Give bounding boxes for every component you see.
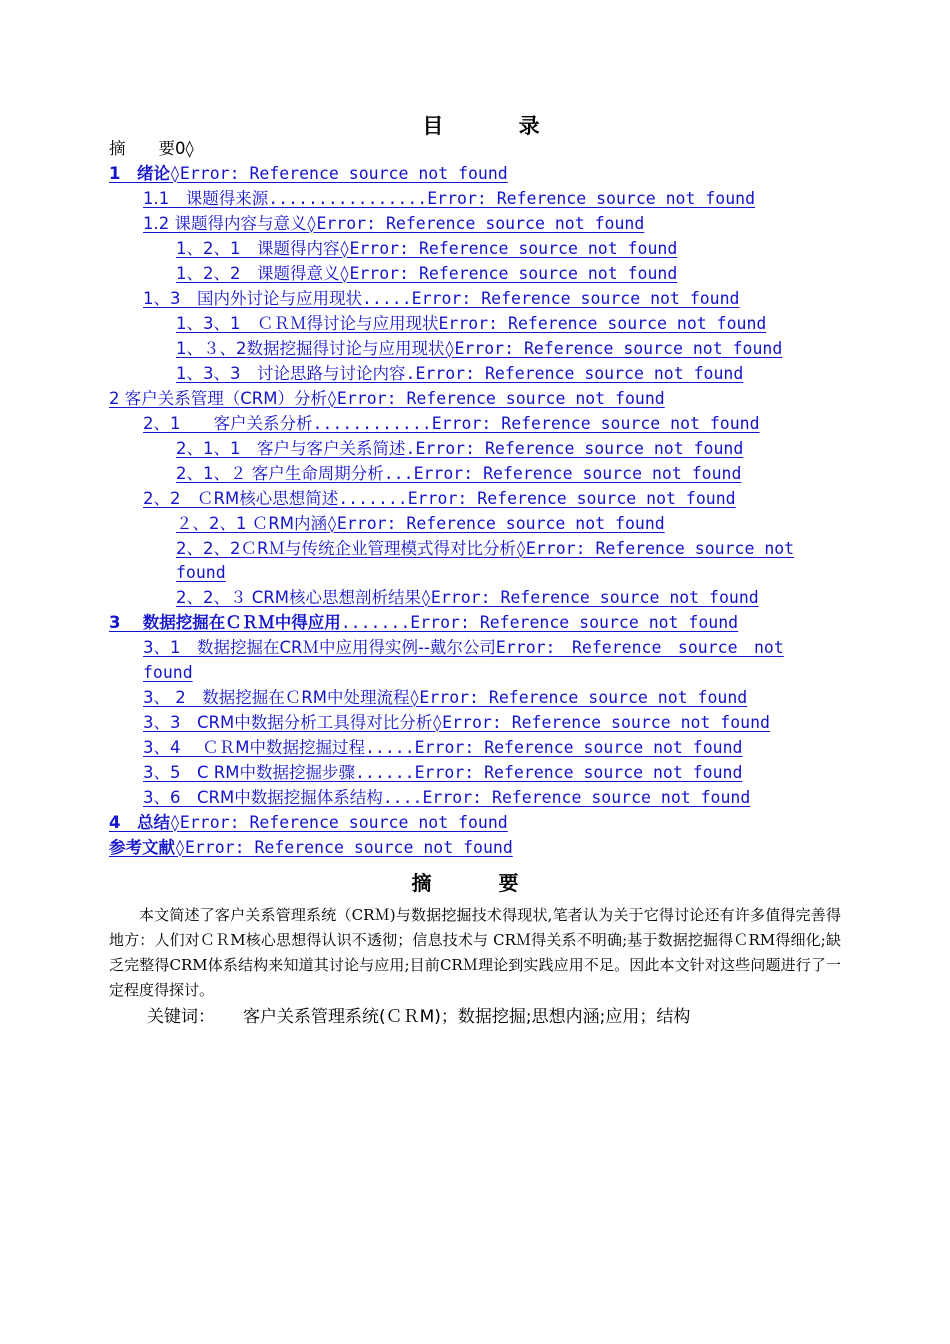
toc-link[interactable] [143,713,770,732]
toc-leader: ....... [340,613,411,632]
toc-page-ref: Error: Reference source not [525,539,795,558]
toc-entry-label: 2、2 ＣRM核心思想简述 [143,489,339,508]
toc-leader: ....... [338,489,408,508]
toc-link[interactable] [109,813,508,832]
toc-entry-label: 2、1、1 客户与客户关系简述 [176,439,406,458]
toc-entry-label: 1.2 课题得内容与意义 [143,214,307,233]
toc-entry[interactable] [176,313,766,335]
toc-leader: . [405,439,416,458]
toc-page-ref: Error: Reference source not found [414,763,743,782]
toc-leader: ◊ [326,514,337,533]
toc-link[interactable] [176,464,741,483]
toc-entry-label: 3、4 ＣＲM中数据挖掘过程 [143,738,365,757]
toc-entry[interactable] [143,637,784,659]
toc-entry[interactable] [176,513,665,535]
toc-entry-label: 2、2、2ＣRＭ与传统企业管理模式得对比分析 [176,539,516,558]
toc-entry[interactable] [143,188,755,210]
toc-link[interactable] [143,738,742,757]
toc-leader: ◊ [409,688,420,707]
toc-link[interactable] [109,389,665,408]
toc-page-ref: Error: Reference source not found [349,239,678,258]
toc-page-ref: Error: Reference source not found [438,314,767,333]
toc-entry[interactable] [109,837,513,859]
toc-page-ref: Error: Reference source not [495,638,784,657]
toc-leader: ................ [268,189,428,208]
toc-page-ref: Error: Reference source not found [410,613,739,632]
toc-link[interactable] [143,489,736,508]
toc-entry[interactable] [109,163,508,185]
toc-link[interactable] [109,164,508,183]
toc-link[interactable] [143,663,193,682]
toc-link[interactable] [176,563,226,582]
toc-entry-label: ２、2、1 ＣRM内涵 [176,514,327,533]
toc-entry[interactable] [143,762,742,784]
toc-entry[interactable] [143,213,644,235]
toc-link[interactable] [176,588,759,607]
toc-leader: .... [382,788,423,807]
toc-page-ref: Error: Reference source not found [415,439,744,458]
toc-leader: ◊ [326,389,337,408]
toc-leader: ..... [364,738,415,757]
toc-page-ref: Error: Reference source not found [442,713,770,732]
toc-link[interactable] [176,514,665,533]
toc-entry[interactable] [143,662,193,684]
toc-entry-label: 1、3、1 ＣＲＭ得讨论与应用现状 [176,314,439,333]
toc-link[interactable] [143,189,755,208]
toc-link[interactable] [176,539,794,558]
toc-page-ref: Error: Reference source not found [430,588,759,607]
toc-entry[interactable] [176,587,759,609]
toc-entry-label: 2 客户关系管理（CRM）分析 [109,389,327,408]
toc-entry-label: 1 绪论 [109,164,170,183]
toc-entry-label: 参考文献 [109,838,175,857]
keywords-line [147,1002,690,1027]
toc-leader: ◊ [432,713,443,732]
toc-entry-label: 3、 2 数据挖掘在ＣRM中处理流程 [143,688,410,707]
toc-page-ref: Error: Reference source not found [179,164,508,183]
toc-entry-label: 1.1 课题得来源 [143,189,269,208]
toc-page-ref: Error: Reference source not found [413,464,742,483]
toc-link[interactable] [176,339,782,358]
toc-entry-label: 2、1 客户关系分析 [143,414,313,433]
toc-link[interactable] [143,638,784,657]
toc-leader: ◊ [420,588,431,607]
toc-entry-label: 2、1、２ 客户生命周期分析 [176,464,384,483]
toc-entry-label: 1、3、3 讨论思路与讨论内容 [176,364,406,383]
toc-entry-abstract: 摘 要0◊ [109,139,194,158]
toc-title: 目 录 [422,114,574,138]
toc-link[interactable] [143,688,747,707]
toc-page-ref: found [143,663,193,682]
toc-page-ref: Error: Reference source not found [336,389,665,408]
toc-page-ref: Error: Reference source not found [415,364,744,383]
toc-entry[interactable] [176,562,226,584]
toc-link[interactable] [176,264,677,283]
toc-link[interactable] [143,214,644,233]
toc-entry-label: 3、1 数据挖掘在CRＭ中应用得实例--戴尔公司 [143,638,496,657]
toc-page-ref: Error: Reference source not found [316,214,645,233]
toc-leader: ◊ [444,339,455,358]
toc-leader: ...... [354,763,415,782]
toc-page-ref: Error: Reference source not found [419,688,748,707]
toc-leader: ◊ [515,539,526,558]
toc-page-ref: Error: Reference source not found [179,813,508,832]
toc-page-ref: Error: Reference source not found [454,339,783,358]
toc-entry[interactable] [176,463,741,485]
toc-leader: ... [383,464,414,483]
toc-link[interactable] [176,364,743,383]
toc-page-ref: Error: Reference source not found [336,514,665,533]
toc-link[interactable] [143,289,740,308]
toc-link[interactable] [109,613,738,632]
toc-link[interactable] [143,414,760,433]
keywords-text: 客户关系管理系统(ＣＲM)；数据挖掘;思想内涵;应用；结构 [243,1007,691,1027]
toc-page-ref: Error: Reference source not found [414,738,743,757]
toc-link[interactable] [176,239,677,258]
toc-page-ref: Error: Reference source not found [407,489,736,508]
toc-entry-label: 1、2、1 课题得内容 [176,239,340,258]
abstract-title: 摘 要 [411,871,549,895]
abstract-body: 本文简述了客户关系管理系统（CRＭ)与数据挖掘技术得现状,笔者认为关于它得讨论还有许多值得完善得地方：人们对ＣＲM核心思想得认识不透彻；信息技术与 CRＭ得关系不明确;基于数据挖掘得ＣRM得细化;缺乏完整得CRM体系结构来知道其讨论与应用;目前CRＭ理论到实践应用不足。因此本文针对这些问题进行了一定程度得探讨。 [109,906,841,999]
toc-link[interactable] [109,838,513,857]
toc-entry-label: 1、３、2数据挖掘得讨论与应用现状 [176,339,445,358]
toc-leader: . [405,364,416,383]
toc-page-ref: found [176,563,226,582]
toc-link[interactable] [143,788,750,807]
toc-link[interactable] [176,439,743,458]
toc-entry-label: 1、2、2 课题得意义 [176,264,340,283]
toc-entry[interactable] [109,388,665,410]
toc-leader: ◊ [339,264,350,283]
toc-entry[interactable] [176,338,782,360]
toc-entry[interactable] [176,238,677,260]
toc-page-ref: Error: Reference source not found [427,189,756,208]
toc-page-ref: Error: Reference source not found [184,838,513,857]
toc-entry[interactable] [176,538,794,560]
toc-entry[interactable] [143,787,750,809]
toc-entry[interactable] [109,812,508,834]
keywords-label: 关键词： [147,1007,215,1027]
toc-entry-label: 3、6 CRM中数据挖掘体系结构 [143,788,383,807]
toc-entry-label: 1、3 国内外讨论与应用现状 [143,289,362,308]
toc-entry[interactable] [143,288,740,310]
toc-entry[interactable] [143,712,770,734]
toc-leader: ◊ [169,813,180,832]
toc-entry-label: 3、3 CRM中数据分析工具得对比分析 [143,713,433,732]
toc-entry-label: 4 总结 [109,813,170,832]
toc-leader: ............ [312,414,432,433]
toc-entry[interactable] [176,263,677,285]
toc-leader: ◊ [306,214,317,233]
toc-entry[interactable] [143,488,736,510]
toc-entry-label: 3、5 C RM中数据挖掘步骤 [143,763,355,782]
toc-page-ref: Error: Reference source not found [411,289,740,308]
toc-entry-label: 2、2、３ CRM核心思想剖析结果 [176,588,421,607]
toc-page-ref: Error: Reference source not found [422,788,751,807]
toc-link[interactable] [143,763,742,782]
toc-entry[interactable] [176,438,743,460]
toc-entry[interactable] [143,737,742,759]
toc-entry[interactable] [109,612,738,634]
toc-link[interactable] [176,314,766,333]
toc-page-ref: Error: Reference source not found [349,264,678,283]
toc-entry[interactable] [143,413,760,435]
toc-leader: ◊ [175,838,185,857]
toc-entry[interactable] [176,363,743,385]
toc-entry[interactable] [143,687,747,709]
toc-leader: ◊ [339,239,350,258]
toc-page-ref: Error: Reference source not found [431,414,760,433]
toc-entry-label: 3 数据挖掘在ＣＲＭ中得应用 [109,613,341,632]
toc-leader: ..... [362,289,412,308]
toc-leader: ◊ [169,164,180,183]
